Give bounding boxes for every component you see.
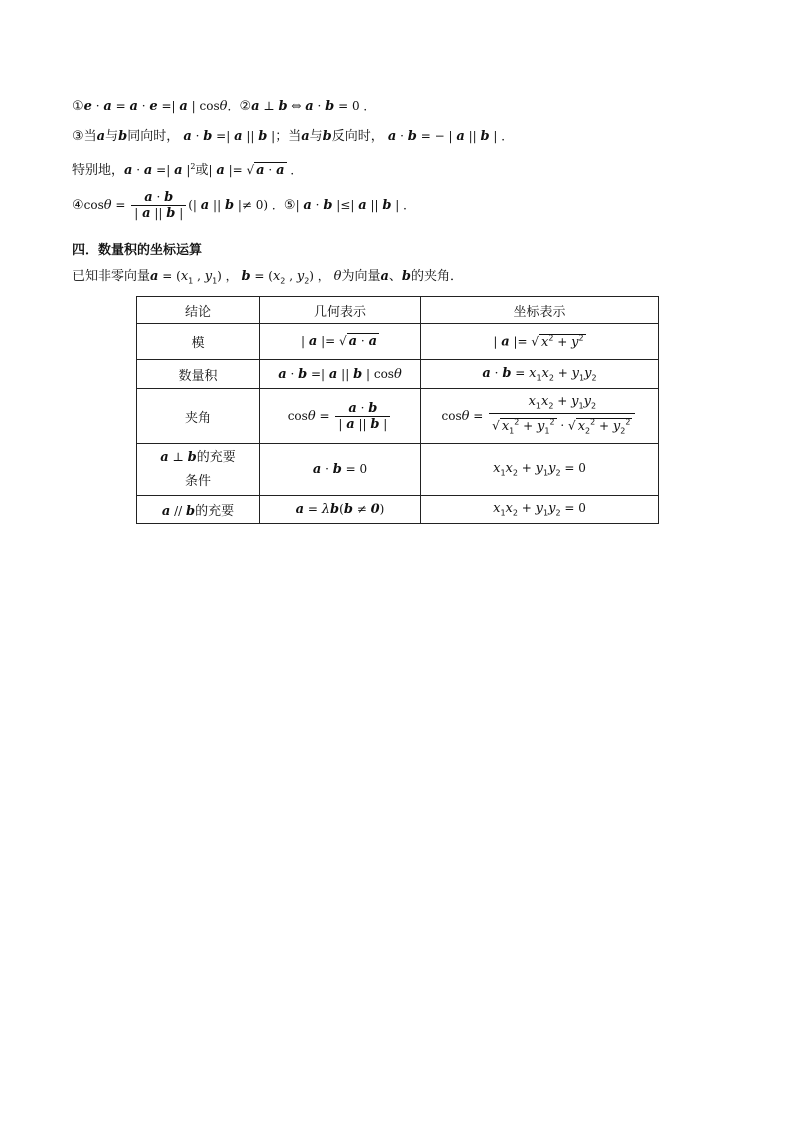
coordinate-cell: $x_1x_2 + y_1y_2 = 0$ <box>421 496 659 524</box>
coordinate-cell: | a |= √ $x^2 + y^2$ <box>421 324 659 360</box>
sqrt-symbol: √ a · a <box>246 163 285 178</box>
special-label: 特别地， <box>72 163 125 178</box>
table-row <box>137 389 659 444</box>
row-label: a // b的充要 <box>137 496 260 524</box>
section-heading: 四．数量积的坐标运算 <box>72 243 203 258</box>
geometric-cell: a · b = 0 <box>260 444 421 496</box>
property-line-1: ①e · a = a · e =| a | cosθ．②a ⊥ b ⇔ a · b = 0 ． <box>72 99 376 114</box>
item-3-text: 反向时， <box>331 129 384 144</box>
row-label: 数量积 <box>137 360 260 389</box>
table-header-row <box>137 297 659 324</box>
special-or: 或 <box>195 163 209 178</box>
row-label: a ⊥ b的充要 条件 <box>137 444 260 496</box>
intro-line: 已知非零向量$a = (x_1$ , $y_1$) ， $b = (x_2$ , $y_2$) ， θ为向量a、b的夹角． <box>72 269 464 286</box>
item-3-text: 与 <box>309 129 323 144</box>
row-label: 模 <box>137 324 260 360</box>
intro-text: 为向量 <box>341 269 381 284</box>
cos-fraction: $\frac{a \cdot b}{| a || b |}$ <box>131 190 186 221</box>
row-label-text: 条件 <box>184 474 211 489</box>
intro-text: 已知非零向量 <box>72 269 151 284</box>
item-1-marker: ① <box>72 99 84 114</box>
geometric-cell: cosθ = $\frac{a \cdot b}{| a || b |}$ <box>260 389 421 444</box>
property-line-3: ③当a与b同向时， a · b =| a || b |；当a与b反向时， a · b = − | a || b | ． <box>72 129 514 144</box>
header-cell: 坐标表示 <box>421 297 659 324</box>
geometric-cell: a · b =| a || b | cosθ <box>260 360 421 389</box>
coordinate-cell: $x_1x_2 + y_1y_2 = 0$ <box>421 444 659 496</box>
table-row <box>137 324 659 360</box>
item-5-marker: ⑤ <box>283 198 296 213</box>
table-row <box>137 444 659 496</box>
coordinate-table <box>136 296 659 524</box>
header-cell: 结论 <box>137 297 260 324</box>
item-2-marker: ② <box>239 99 252 114</box>
row-label-text: 的充要 <box>195 504 235 519</box>
item-4-marker: ④ <box>72 198 84 213</box>
row-label-text: 的充要 <box>196 450 236 465</box>
header-cell: 几何表示 <box>260 297 421 324</box>
intro-text: 、 <box>388 269 402 284</box>
item-3-text: 同向时， <box>127 129 180 144</box>
geometric-cell: a = λb(b ≠ 0) <box>260 496 421 524</box>
property-line-4: ④cosθ = $\frac{a \cdot b}{| a || b |}$ (| a || b |≠ 0) ．⑤| a · b |≤| a || b | ． <box>72 190 416 221</box>
item-3-text: ；当 <box>275 129 302 144</box>
coordinate-cell: $a \cdot b = x_1x_2 + y_1y_2$ <box>421 360 659 389</box>
table-row <box>137 360 659 389</box>
intro-text: 的夹角． <box>411 269 464 284</box>
coordinate-cell: cosθ = $\frac{x_1x_2 + y_1y_2}{√ x_1^2 + y_1^2 \cdot √ x_2^2 + y_2^2}$ <box>421 389 659 444</box>
row-label: 夹角 <box>137 389 260 444</box>
table-row <box>137 496 659 524</box>
geometric-cell: | a |= √ a · a <box>260 324 421 360</box>
item-3-text: 与 <box>105 129 119 144</box>
item-3-text: ③当 <box>72 129 97 144</box>
special-case-line: 特别地，a · a =| a $|^2$或| a |= √ a · a ． <box>72 157 302 181</box>
